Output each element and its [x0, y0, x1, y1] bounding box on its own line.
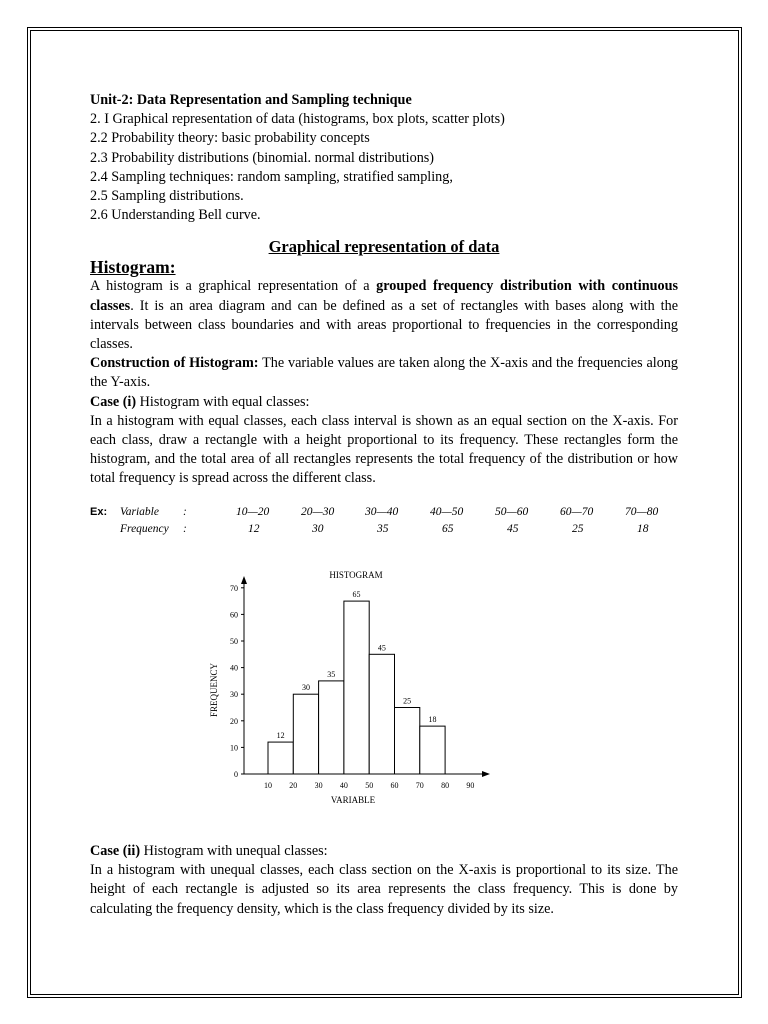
unit-item-4: 2.4 Sampling techniques: random sampling, stratified sampling,: [90, 168, 453, 185]
example-variable-row: [90, 506, 680, 523]
x-tick-label: 50: [365, 781, 374, 790]
class-cell: 20—30: [301, 506, 335, 518]
x-tick-label: 10: [264, 781, 272, 790]
frequency-cell: 12: [248, 523, 260, 535]
definition-post: . It is an area diagram and can be defined as a set of rectangles with bases along with the intervals between class boundaries and with areas proportional to frequencies in the corresponding classes.: [90, 297, 678, 353]
bar-value-label: 25: [403, 696, 412, 706]
bar-value-label: 30: [301, 683, 310, 693]
case2-title: Histogram with unequal classes:: [140, 843, 328, 859]
bar-value-label: 35: [327, 669, 336, 679]
case2-text: In a histogram with unequal classes, each class section on the X-axis is proportional to its size. The height of each rectangle is adjusted so its area represents the class frequency. This is done by calculating the frequency density, which is the class frequency divided by its size.: [90, 862, 678, 917]
class-cell: 30—40: [365, 506, 399, 518]
frequency-cell: 45: [507, 523, 519, 535]
frequency-label: Frequency: [120, 523, 169, 535]
variable-label: Variable: [120, 506, 159, 518]
case2-section: [90, 842, 678, 919]
case2-label: Case (ii): [90, 843, 141, 859]
variable-colon: :: [183, 506, 187, 518]
x-tick-label: 70: [415, 781, 424, 790]
y-tick-label: 10: [230, 743, 238, 753]
example-tag: Ex:: [90, 506, 108, 518]
definition-pre: A histogram is a graphical representation of a: [90, 278, 377, 295]
frequency-cell: 35: [377, 523, 389, 535]
y-tick-label: 0: [234, 770, 238, 779]
y-tick-label: 20: [230, 716, 238, 726]
class-cell: 10—20: [236, 506, 270, 518]
definition-bold: grouped frequency distribution with continuous classes: [90, 278, 678, 314]
frequency-colon: :: [183, 523, 187, 535]
y-axis-arrow: [241, 576, 247, 584]
class-cell: 50—60: [495, 506, 529, 518]
y-tick-label: 40: [230, 663, 238, 673]
class-cell: 60—70: [560, 506, 594, 518]
construction-paragraph: [90, 354, 678, 392]
bar-value-label: 45: [377, 643, 386, 653]
y-axis-label: FREQUENCY: [209, 662, 219, 718]
histogram-bar: [344, 601, 369, 774]
unit-item-5: 2.5 Sampling distributions.: [90, 188, 244, 205]
example-table: [90, 506, 680, 540]
histogram-heading: Histogram:: [90, 257, 176, 278]
unit-item-2: 2.2 Probability theory: basic probability concepts: [90, 130, 370, 147]
histogram-bar: [369, 654, 394, 774]
section-title: Graphical representation of data: [268, 237, 500, 257]
histogram-bar: [268, 742, 293, 774]
unit-title: Unit-2: Data Representation and Sampling technique: [90, 92, 412, 108]
histogram-bar: [420, 726, 445, 774]
class-cell: 40—50: [430, 506, 464, 518]
y-tick-label: 60: [230, 610, 238, 620]
x-tick-label: 90: [466, 781, 475, 790]
y-tick-label: 70: [230, 583, 238, 593]
histogram-bar: [293, 694, 318, 774]
x-tick-label: 40: [339, 781, 348, 790]
document-body: [90, 91, 678, 489]
x-tick-label: 30: [314, 781, 323, 790]
case2-heading: [90, 842, 678, 861]
histogram-chart: [200, 560, 500, 815]
frequency-cell: 18: [637, 523, 649, 535]
case1-text: In a histogram with equal classes, each class interval is shown as an equal section on the X-axis. For each class, draw a rectangle with a height proportional to its frequency. These rectangles form the histogram, and the total area of all rectangles represents the total frequency of the distribution or how total frequency is spread across the different class.: [90, 412, 678, 487]
x-axis-label: VARIABLE: [330, 795, 376, 805]
histogram-definition: [90, 277, 678, 354]
case1-heading: [90, 393, 678, 412]
case1-label: Case (i): [90, 393, 137, 410]
unit-item-6: 2.6 Understanding Bell curve.: [90, 207, 261, 224]
construction-label: Construction of Histogram:: [90, 355, 259, 372]
frequency-cell: 65: [442, 523, 454, 535]
unit-item-3: 2.3 Probability distributions (binomial. normal distributions): [90, 149, 435, 166]
class-cell: 70—80: [625, 506, 659, 518]
x-tick-label: 60: [390, 781, 399, 790]
x-tick-label: 20: [289, 781, 298, 790]
bar-value-label: 65: [352, 590, 361, 600]
construction-text: The variable values are taken along the X-axis and the frequencies along the Y-axis.: [90, 355, 678, 391]
unit-item-1: 2. I Graphical representation of data (histograms, box plots, scatter plots): [90, 111, 505, 128]
case1-title: Histogram with equal classes:: [136, 393, 310, 410]
bar-value-label: 18: [428, 715, 437, 725]
y-tick-label: 50: [230, 637, 238, 646]
chart-title: HISTOGRAM: [329, 570, 383, 580]
bar-value-label: 12: [276, 731, 285, 741]
y-tick-label: 30: [230, 690, 238, 700]
frequency-cell: 30: [312, 523, 324, 535]
x-axis-arrow: [482, 771, 490, 777]
frequency-cell: 25: [572, 523, 584, 535]
example-frequency-row: [90, 523, 680, 540]
histogram-bar: [395, 708, 420, 775]
histogram-bar: [319, 681, 344, 774]
x-tick-label: 80: [441, 781, 450, 790]
